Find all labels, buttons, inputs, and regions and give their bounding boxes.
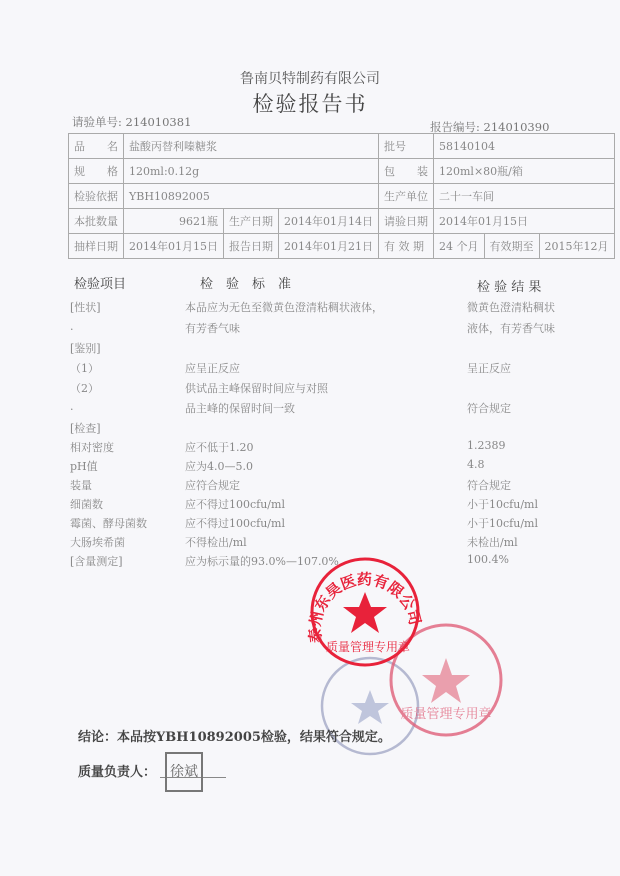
- result-row-item: .: [70, 400, 74, 413]
- production-unit: 二十一车间: [434, 184, 615, 209]
- label: 报告日期: [224, 234, 279, 259]
- result-row-item: （1）: [70, 362, 99, 375]
- star-icon: [343, 592, 387, 633]
- request-number-label: 请验单号:: [72, 115, 122, 129]
- label: 批号: [379, 134, 434, 159]
- batch-number: 58140104: [434, 134, 615, 159]
- result-row-result: 符合规定: [467, 479, 511, 492]
- red-stamp-outer-text: 泰州东昊医药有限公司: [305, 570, 425, 644]
- signature-seal: 徐斌: [165, 752, 203, 792]
- red-stamp: [306, 559, 425, 665]
- result-row-standard: 品主峰的保留时间一致: [185, 402, 295, 415]
- report-number-value: 214010390: [483, 120, 550, 134]
- label: 有效期至: [484, 234, 539, 259]
- result-row-standard: 供试品主峰保留时间应与对照: [185, 382, 328, 395]
- label: 有 效 期: [379, 234, 434, 259]
- batch-quantity: 9621瓶: [124, 209, 224, 234]
- result-row-result: 100.4%: [467, 553, 509, 566]
- red-stamp-inner-text: 质量管理专用章: [325, 640, 411, 654]
- label: 请验日期: [379, 209, 434, 234]
- column-header-standard: 检 验 标 准: [200, 277, 292, 292]
- label: 抽样日期: [69, 234, 124, 259]
- star-icon: [422, 658, 470, 703]
- responsible-label: 质量负责人：: [78, 765, 157, 780]
- result-row-item: 装量: [70, 479, 92, 492]
- result-row-item: pH值: [70, 460, 98, 473]
- sample-date: 2014年01月15日: [124, 234, 224, 259]
- package: 120ml×80瓶/箱: [434, 159, 615, 184]
- validity-period: 24 个月: [434, 234, 485, 259]
- label: 生产单位: [379, 184, 434, 209]
- request-date: 2014年01月15日: [434, 209, 615, 234]
- result-row-item: 霉菌、酵母菌数: [70, 517, 147, 530]
- expiry-date: 2015年12月: [539, 234, 614, 259]
- request-number-value: 214010381: [125, 115, 192, 129]
- label: 生产日期: [224, 209, 279, 234]
- result-row-result: 微黄色澄清粘稠状: [467, 301, 555, 314]
- result-row-standard: 不得检出/ml: [185, 536, 247, 549]
- column-header-item: 检验项目: [74, 277, 127, 292]
- result-row-standard: 应为4.0—5.0: [185, 460, 253, 473]
- report-date: 2014年01月21日: [279, 234, 379, 259]
- production-date: 2014年01月14日: [279, 209, 379, 234]
- result-row-item: [检查]: [70, 422, 101, 435]
- product-name: 盐酸丙替利嗪糖浆: [124, 134, 379, 159]
- result-row-item: [鉴别]: [70, 342, 101, 355]
- column-header-result: 检 验 结 果: [477, 280, 542, 295]
- result-row-item: [含量测定]: [70, 555, 123, 568]
- label: 规 格: [69, 159, 124, 184]
- result-row-result: 未检出/ml: [467, 536, 518, 549]
- star-icon: [351, 690, 389, 724]
- label: 包 装: [379, 159, 434, 184]
- conclusion: 结论：本品按YBH10892005检验，结果符合规定。: [78, 730, 391, 745]
- result-row-standard: 本品应为无色至微黄色澄清粘稠状液体，: [185, 301, 383, 314]
- result-row-standard: 有芳香气味: [185, 322, 240, 335]
- result-row-item: [性状]: [70, 301, 101, 314]
- result-row-result: 小于10cfu/ml: [467, 498, 538, 511]
- result-row-standard: 应呈正反应: [185, 362, 240, 375]
- company-name: 鲁南贝特制药有限公司: [240, 71, 380, 87]
- result-row-result: 4.8: [467, 458, 485, 471]
- label: 本批数量: [69, 209, 124, 234]
- result-row-standard: 应不得过100cfu/ml: [185, 517, 285, 530]
- result-row-item: .: [70, 320, 74, 333]
- result-row-item: 相对密度: [70, 441, 114, 454]
- result-row-standard: 应不低于1.20: [185, 441, 254, 454]
- result-row-result: 呈正反应: [467, 362, 511, 375]
- result-row-item: 细菌数: [70, 498, 103, 511]
- result-row-item: 大肠埃希菌: [70, 536, 125, 549]
- result-row-standard: 应符合规定: [185, 479, 240, 492]
- specification: 120ml:0.12g: [124, 159, 379, 184]
- report-number-label: 报告编号:: [430, 120, 480, 134]
- pink-stamp-text: 质量管理专用章: [400, 707, 492, 722]
- document-title: 检验报告书: [252, 92, 368, 116]
- result-row-standard: 应为标示量的93.0%—107.0%: [185, 555, 339, 568]
- result-row-result: 小于10cfu/ml: [467, 517, 538, 530]
- result-row-standard: 应不得过100cfu/ml: [185, 498, 285, 511]
- label: 品 名: [69, 134, 124, 159]
- result-row-result: 1.2389: [467, 439, 506, 452]
- result-row-item: （2）: [70, 382, 99, 395]
- result-row-result: 液体，有芳香气味: [467, 322, 555, 335]
- label: 检验依据: [69, 184, 124, 209]
- result-row-result: 符合规定: [467, 402, 511, 415]
- test-basis: YBH10892005: [124, 184, 379, 209]
